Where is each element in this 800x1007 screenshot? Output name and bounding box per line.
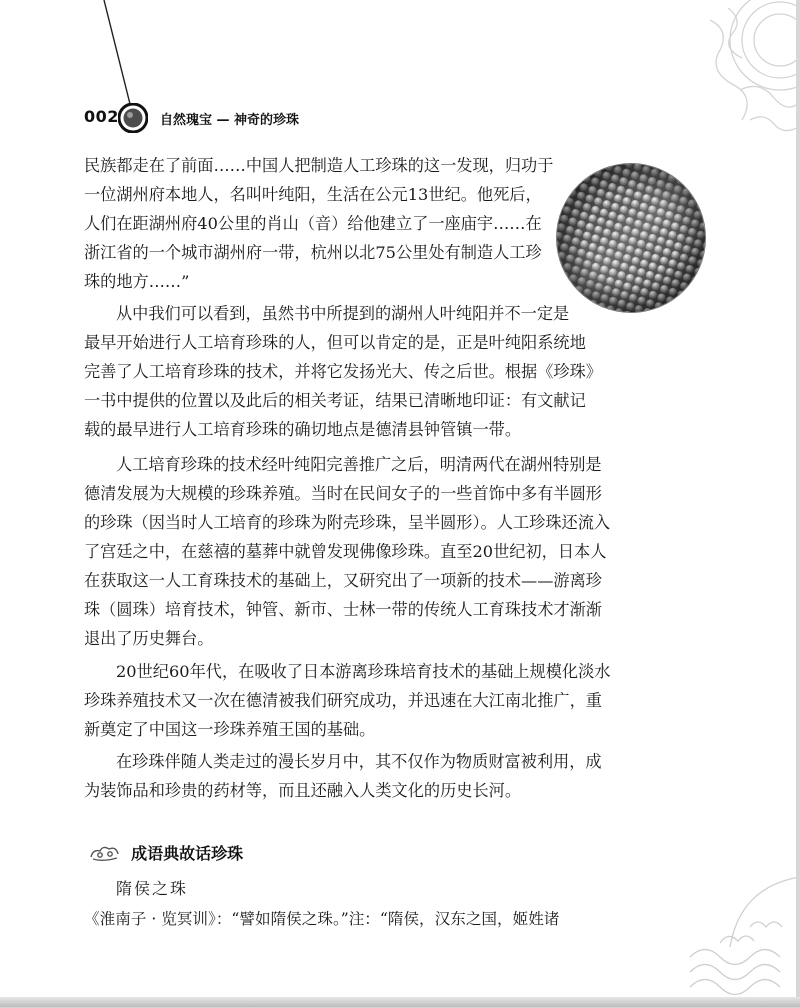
wave-ornament-icon: [680, 857, 800, 1007]
text-line: 珍珠养殖技术又一次在德清被我们研究成功，并迅速在大江南北推广，重: [84, 691, 602, 710]
text-line: 珠的地方……”: [84, 272, 190, 291]
text-line: 20世纪60年代，在吸收了日本游离珍珠培育技术的基础上规模化淡水: [116, 662, 611, 681]
text-line: 为装饰品和珍贵的药材等，而且还融入人类文化的历史长河。: [84, 781, 522, 800]
text-line: 新奠定了中国这一珍珠养殖王国的基础。: [84, 720, 376, 739]
text-line: 载的最早进行人工培育珍珠的确切地点是德清县钟管镇一带。: [84, 420, 522, 439]
paragraph-3: [84, 657, 610, 744]
text-line: 在获取这一人工育珠技术的基础上，又研究出了一项新的技术——游离珍: [84, 571, 602, 590]
pendant-string: [0, 0, 160, 120]
text-line: 人工培育珍珠的技术经叶纯阳完善推广之后，明清两代在湖州特别是: [116, 455, 602, 474]
text-line: 在珍珠伴随人类走过的漫长岁月中，其不仅作为物质财富被利用，成: [116, 752, 602, 771]
cloud-ornament-icon: [88, 843, 122, 863]
text-line: 最早开始进行人工培育珍珠的人，但可以肯定的是，正是叶纯阳系统地: [84, 333, 586, 352]
page-number: 002: [84, 107, 119, 126]
page-edge-shadow: [796, 0, 800, 1007]
text-line: 民族都走在了前面……中国人把制造人工珍珠的这一发现，归功于: [84, 156, 554, 175]
paragraph-2: [84, 450, 610, 653]
page-bottom-edge: [0, 997, 800, 1007]
text-line: 了宫廷之中，在慈禧的墓葬中就曾发现佛像珍珠。直至20世纪初，日本人: [84, 542, 607, 561]
intro-paragraph: [84, 151, 553, 296]
text-line: 一位湖州府本地人，名叫叶纯阳，生活在公元13世纪。他死后，: [84, 185, 542, 204]
text-line: 浙江省的一个城市湖州府一带，杭州以北75公里处有制造人工珍: [84, 243, 542, 262]
text-line: 一书中提供的位置以及此后的相关考证，结果已清晰地印证：有文献记: [84, 391, 586, 410]
paragraph-1: [84, 299, 602, 444]
text-line: 从中我们可以看到，虽然书中所提到的湖州人叶纯阳并不一定是: [116, 304, 570, 323]
paragraph-4: [84, 747, 602, 805]
text-line: 德清发展为大规模的珍珠养殖。当时在民间女子的一些首饰中多有半圆形: [84, 484, 602, 503]
text-line: 的珍珠（因当时人工培育的珍珠为附壳珍珠，呈半圆形）。人工珍珠还流入: [84, 513, 611, 532]
section-heading: [88, 841, 243, 867]
text-line: 完善了人工培育珍珠的技术，并将它发扬光大、传之后世。根据《珍珠》: [84, 362, 602, 381]
swirl-ornament-icon: [670, 0, 800, 150]
subsection-title: 隋侯之珠: [116, 879, 189, 898]
section-title: 成语典故话珍珠: [131, 844, 244, 863]
chapter-title: 自然瑰宝 — 神奇的珍珠: [160, 113, 300, 128]
text-line: 退出了历史舞台。: [84, 629, 214, 648]
pearls-photo: [557, 164, 705, 312]
pearl-badge-icon: [118, 103, 148, 133]
text-line: 珠（圆珠）培育技术，钟管、新市、士林一带的传统人工育珠技术才渐渐: [84, 600, 602, 619]
text-line: 人们在距湖州府40公里的肖山（音）给他建立了一座庙宇……在: [84, 214, 542, 233]
quote-text: 《淮南子 · 览冥训》：“譬如隋侯之珠。”注：“隋侯，汉东之国，姬姓诸: [84, 910, 560, 928]
